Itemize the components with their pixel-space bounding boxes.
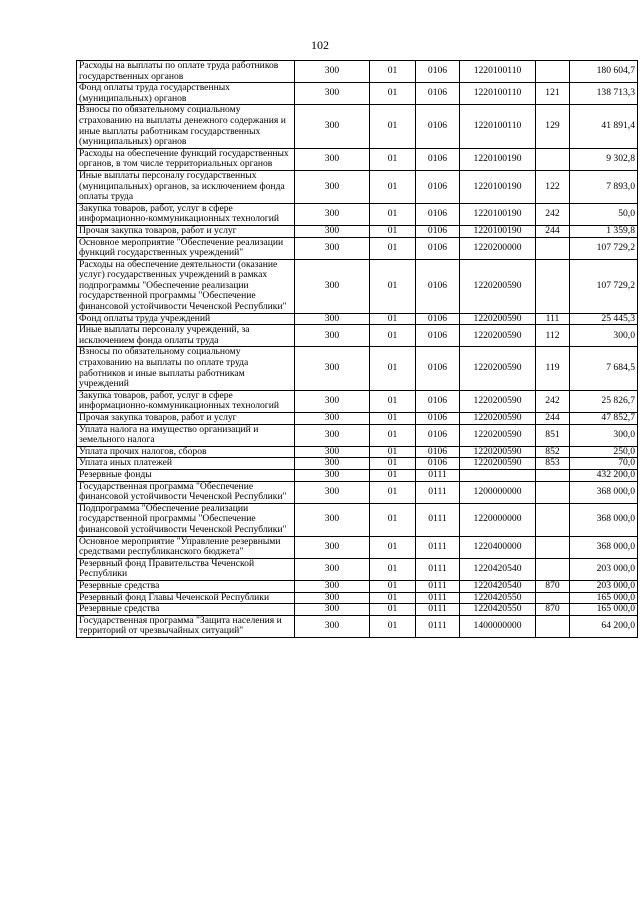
- col-target-article: 1220100110: [460, 83, 536, 105]
- col-section: 01: [370, 481, 416, 503]
- col-code-300: 300: [295, 424, 370, 446]
- col-section: 01: [370, 225, 416, 237]
- row-name: Расходы на выплаты по оплате труда работников государственных органов: [77, 61, 295, 83]
- col-section: 01: [370, 390, 416, 412]
- page-number: 102: [311, 38, 329, 52]
- col-code-300: 300: [295, 225, 370, 237]
- col-subsection: 0111: [416, 536, 460, 558]
- col-subsection: 0111: [416, 481, 460, 503]
- col-section: 01: [370, 170, 416, 203]
- table-row: [77, 390, 638, 412]
- col-amount: 7 893,0: [570, 170, 638, 203]
- col-subsection: 0111: [416, 503, 460, 536]
- col-section: 01: [370, 469, 416, 481]
- col-code-300: 300: [295, 61, 370, 83]
- col-amount: 138 713,3: [570, 83, 638, 105]
- table-row: [77, 558, 638, 580]
- col-expense-type: [536, 536, 570, 558]
- table-row: [77, 237, 638, 259]
- table-row: [77, 203, 638, 225]
- row-name: Уплата налога на имущество организаций и земельного налога: [77, 424, 295, 446]
- row-name: Уплата прочих налогов, сборов: [77, 446, 295, 458]
- table-row: [77, 83, 638, 105]
- col-target-article: 1220200000: [460, 237, 536, 259]
- col-code-300: 300: [295, 83, 370, 105]
- col-code-300: 300: [295, 347, 370, 390]
- col-target-article: 1220200590: [460, 424, 536, 446]
- col-subsection: 0106: [416, 325, 460, 347]
- col-section: 01: [370, 313, 416, 325]
- col-amount: 300,0: [570, 325, 638, 347]
- col-section: 01: [370, 536, 416, 558]
- table-row: [77, 413, 638, 425]
- col-subsection: 0111: [416, 592, 460, 604]
- col-target-article: 1220420550: [460, 592, 536, 604]
- col-amount: 250,0: [570, 446, 638, 458]
- col-section: 01: [370, 83, 416, 105]
- col-amount: 64 200,0: [570, 615, 638, 637]
- col-section: 01: [370, 558, 416, 580]
- table-row: [77, 424, 638, 446]
- col-subsection: 0106: [416, 83, 460, 105]
- col-code-300: 300: [295, 413, 370, 425]
- col-subsection: 0106: [416, 413, 460, 425]
- row-name: Прочая закупка товаров, работ и услуг: [77, 413, 295, 425]
- col-amount: 300,0: [570, 424, 638, 446]
- col-expense-type: 870: [536, 604, 570, 616]
- col-code-300: 300: [295, 536, 370, 558]
- col-expense-type: 122: [536, 170, 570, 203]
- col-subsection: 0111: [416, 580, 460, 592]
- col-amount: 203 000,0: [570, 580, 638, 592]
- col-code-300: 300: [295, 105, 370, 148]
- table-row: [77, 347, 638, 390]
- table-row: [77, 580, 638, 592]
- col-amount: 165 000,0: [570, 604, 638, 616]
- col-expense-type: [536, 481, 570, 503]
- col-target-article: 1220200590: [460, 259, 536, 313]
- col-expense-type: [536, 615, 570, 637]
- col-expense-type: [536, 61, 570, 83]
- row-name: Взносы по обязательному социальному страхованию на выплаты по оплате труда работников и иные выплаты работникам учреждений: [77, 347, 295, 390]
- col-amount: 432 200,0: [570, 469, 638, 481]
- row-name: Расходы на обеспечение деятельности (оказание услуг) государственных учреждений в рамках подпрограммы "Обеспечение реализации государственной программы "Обеспечение финансовой устойчивости Чеченской Республики": [77, 259, 295, 313]
- col-subsection: 0106: [416, 313, 460, 325]
- table-row: [77, 469, 638, 481]
- col-subsection: 0111: [416, 558, 460, 580]
- col-section: 01: [370, 203, 416, 225]
- col-code-300: 300: [295, 604, 370, 616]
- col-subsection: 0106: [416, 237, 460, 259]
- table-row: [77, 481, 638, 503]
- row-name: Расходы на обеспечение функций государственных органов, в том числе территориальных органов: [77, 148, 295, 170]
- col-section: 01: [370, 604, 416, 616]
- row-name: Иные выплаты персоналу государственных (муниципальных) органов, за исключением фонда оплаты труда: [77, 170, 295, 203]
- col-target-article: 1220100190: [460, 225, 536, 237]
- col-target-article: 1220420540: [460, 580, 536, 592]
- row-name: Прочая закупка товаров, работ и услуг: [77, 225, 295, 237]
- col-subsection: 0106: [416, 259, 460, 313]
- col-amount: 25 445,3: [570, 313, 638, 325]
- col-code-300: 300: [295, 237, 370, 259]
- col-target-article: 1220100190: [460, 148, 536, 170]
- row-name: Закупка товаров, работ, услуг в сфере информационно-коммуникационных технологий: [77, 390, 295, 412]
- col-expense-type: 242: [536, 203, 570, 225]
- row-name: Иные выплаты персоналу учреждений, за исключением фонда оплаты труда: [77, 325, 295, 347]
- col-section: 01: [370, 592, 416, 604]
- col-section: 01: [370, 237, 416, 259]
- col-subsection: 0106: [416, 446, 460, 458]
- col-section: 01: [370, 580, 416, 592]
- budget-table: [76, 60, 638, 638]
- col-expense-type: 121: [536, 83, 570, 105]
- col-code-300: 300: [295, 170, 370, 203]
- row-name: Уплата иных платежей: [77, 458, 295, 470]
- col-subsection: 0106: [416, 105, 460, 148]
- col-section: 01: [370, 325, 416, 347]
- col-section: 01: [370, 61, 416, 83]
- row-name: Подпрограмма "Обеспечение реализации государственной программы "Обеспечение финансовой устойчивости Чеченской Республики": [77, 503, 295, 536]
- col-section: 01: [370, 259, 416, 313]
- row-name: Государственная программа "Защита населения и территорий от чрезвычайных ситуаций": [77, 615, 295, 637]
- col-code-300: 300: [295, 446, 370, 458]
- col-target-article: 1220200590: [460, 313, 536, 325]
- col-amount: 9 302,8: [570, 148, 638, 170]
- row-name: Фонд оплаты труда государственных (муниципальных) органов: [77, 83, 295, 105]
- table-row: [77, 225, 638, 237]
- table-body: [77, 61, 638, 638]
- table-row: [77, 592, 638, 604]
- col-code-300: 300: [295, 469, 370, 481]
- col-amount: 107 729,2: [570, 259, 638, 313]
- table-row: [77, 170, 638, 203]
- col-amount: 368 000,0: [570, 536, 638, 558]
- col-expense-type: [536, 503, 570, 536]
- col-target-article: 1220420540: [460, 558, 536, 580]
- col-target-article: 1220200590: [460, 413, 536, 425]
- col-subsection: 0106: [416, 170, 460, 203]
- col-subsection: 0106: [416, 458, 460, 470]
- col-expense-type: 111: [536, 313, 570, 325]
- col-expense-type: 112: [536, 325, 570, 347]
- col-expense-type: [536, 259, 570, 313]
- col-expense-type: [536, 469, 570, 481]
- col-amount: 368 000,0: [570, 481, 638, 503]
- table-row: [77, 325, 638, 347]
- col-amount: 165 000,0: [570, 592, 638, 604]
- col-target-article: 1220100110: [460, 105, 536, 148]
- col-target-article: 1220200590: [460, 390, 536, 412]
- col-section: 01: [370, 503, 416, 536]
- col-expense-type: 853: [536, 458, 570, 470]
- col-target-article: 1220420550: [460, 604, 536, 616]
- col-section: 01: [370, 413, 416, 425]
- col-amount: 368 000,0: [570, 503, 638, 536]
- col-code-300: 300: [295, 580, 370, 592]
- col-subsection: 0106: [416, 203, 460, 225]
- col-code-300: 300: [295, 558, 370, 580]
- table-row: [77, 313, 638, 325]
- table-row: [77, 148, 638, 170]
- col-expense-type: [536, 148, 570, 170]
- col-code-300: 300: [295, 390, 370, 412]
- col-code-300: 300: [295, 615, 370, 637]
- col-code-300: 300: [295, 259, 370, 313]
- col-section: 01: [370, 347, 416, 390]
- col-code-300: 300: [295, 458, 370, 470]
- row-name: Резервный фонд Главы Чеченской Республики: [77, 592, 295, 604]
- col-target-article: 1220200590: [460, 446, 536, 458]
- col-expense-type: 119: [536, 347, 570, 390]
- table-row: [77, 446, 638, 458]
- row-name: Резервные фонды: [77, 469, 295, 481]
- table-row: [77, 503, 638, 536]
- col-target-article: 1220100190: [460, 203, 536, 225]
- col-section: 01: [370, 615, 416, 637]
- row-name: Резервный фонд Правительства Чеченской Республики: [77, 558, 295, 580]
- col-code-300: 300: [295, 148, 370, 170]
- col-expense-type: 129: [536, 105, 570, 148]
- col-target-article: 1200000000: [460, 481, 536, 503]
- table-row: [77, 536, 638, 558]
- col-target-article: 1220100190: [460, 170, 536, 203]
- col-target-article: 1220100110: [460, 61, 536, 83]
- col-subsection: 0106: [416, 424, 460, 446]
- col-subsection: 0106: [416, 390, 460, 412]
- row-name: Закупка товаров, работ, услуг в сфере информационно-коммуникационных технологий: [77, 203, 295, 225]
- col-expense-type: 244: [536, 225, 570, 237]
- table-row: [77, 615, 638, 637]
- col-expense-type: 851: [536, 424, 570, 446]
- col-section: 01: [370, 148, 416, 170]
- col-subsection: 0106: [416, 148, 460, 170]
- col-section: 01: [370, 105, 416, 148]
- col-section: 01: [370, 424, 416, 446]
- row-name: Взносы по обязательному социальному страхованию на выплаты денежного содержания и иные выплаты работникам государственных (муниципальных) органов: [77, 105, 295, 148]
- row-name: Основное мероприятие "Обеспечение реализации функций государственных учреждений": [77, 237, 295, 259]
- col-expense-type: [536, 592, 570, 604]
- col-target-article: 1220000000: [460, 503, 536, 536]
- col-amount: 41 891,4: [570, 105, 638, 148]
- col-subsection: 0106: [416, 61, 460, 83]
- col-amount: 180 604,7: [570, 61, 638, 83]
- row-name: Резервные средства: [77, 604, 295, 616]
- row-name: Фонд оплаты труда учреждений: [77, 313, 295, 325]
- row-name: Государственная программа "Обеспечение финансовой устойчивости Чеченской Республики": [77, 481, 295, 503]
- col-target-article: 1220200590: [460, 347, 536, 390]
- col-code-300: 300: [295, 203, 370, 225]
- col-subsection: 0106: [416, 225, 460, 237]
- col-expense-type: 244: [536, 413, 570, 425]
- table-row: [77, 458, 638, 470]
- col-subsection: 0111: [416, 615, 460, 637]
- col-target-article: 1220200590: [460, 458, 536, 470]
- col-target-article: [460, 469, 536, 481]
- table-row: [77, 259, 638, 313]
- col-target-article: 1220400000: [460, 536, 536, 558]
- col-amount: 7 684,5: [570, 347, 638, 390]
- col-code-300: 300: [295, 481, 370, 503]
- col-code-300: 300: [295, 313, 370, 325]
- table-row: [77, 105, 638, 148]
- table-row: [77, 61, 638, 83]
- col-amount: 50,0: [570, 203, 638, 225]
- col-subsection: 0111: [416, 604, 460, 616]
- col-code-300: 300: [295, 325, 370, 347]
- col-code-300: 300: [295, 503, 370, 536]
- col-expense-type: 242: [536, 390, 570, 412]
- row-name: Резервные средства: [77, 580, 295, 592]
- col-expense-type: [536, 558, 570, 580]
- row-name: Основное мероприятие "Управление резервными средствами республиканского бюджета": [77, 536, 295, 558]
- col-amount: 203 000,0: [570, 558, 638, 580]
- col-amount: 47 852,7: [570, 413, 638, 425]
- col-expense-type: 870: [536, 580, 570, 592]
- col-target-article: 1400000000: [460, 615, 536, 637]
- col-section: 01: [370, 458, 416, 470]
- col-code-300: 300: [295, 592, 370, 604]
- col-expense-type: [536, 237, 570, 259]
- table-row: [77, 604, 638, 616]
- col-amount: 70,0: [570, 458, 638, 470]
- col-target-article: 1220200590: [460, 325, 536, 347]
- col-subsection: 0111: [416, 469, 460, 481]
- col-amount: 1 359,8: [570, 225, 638, 237]
- col-section: 01: [370, 446, 416, 458]
- col-amount: 25 826,7: [570, 390, 638, 412]
- col-amount: 107 729,2: [570, 237, 638, 259]
- col-subsection: 0106: [416, 347, 460, 390]
- col-expense-type: 852: [536, 446, 570, 458]
